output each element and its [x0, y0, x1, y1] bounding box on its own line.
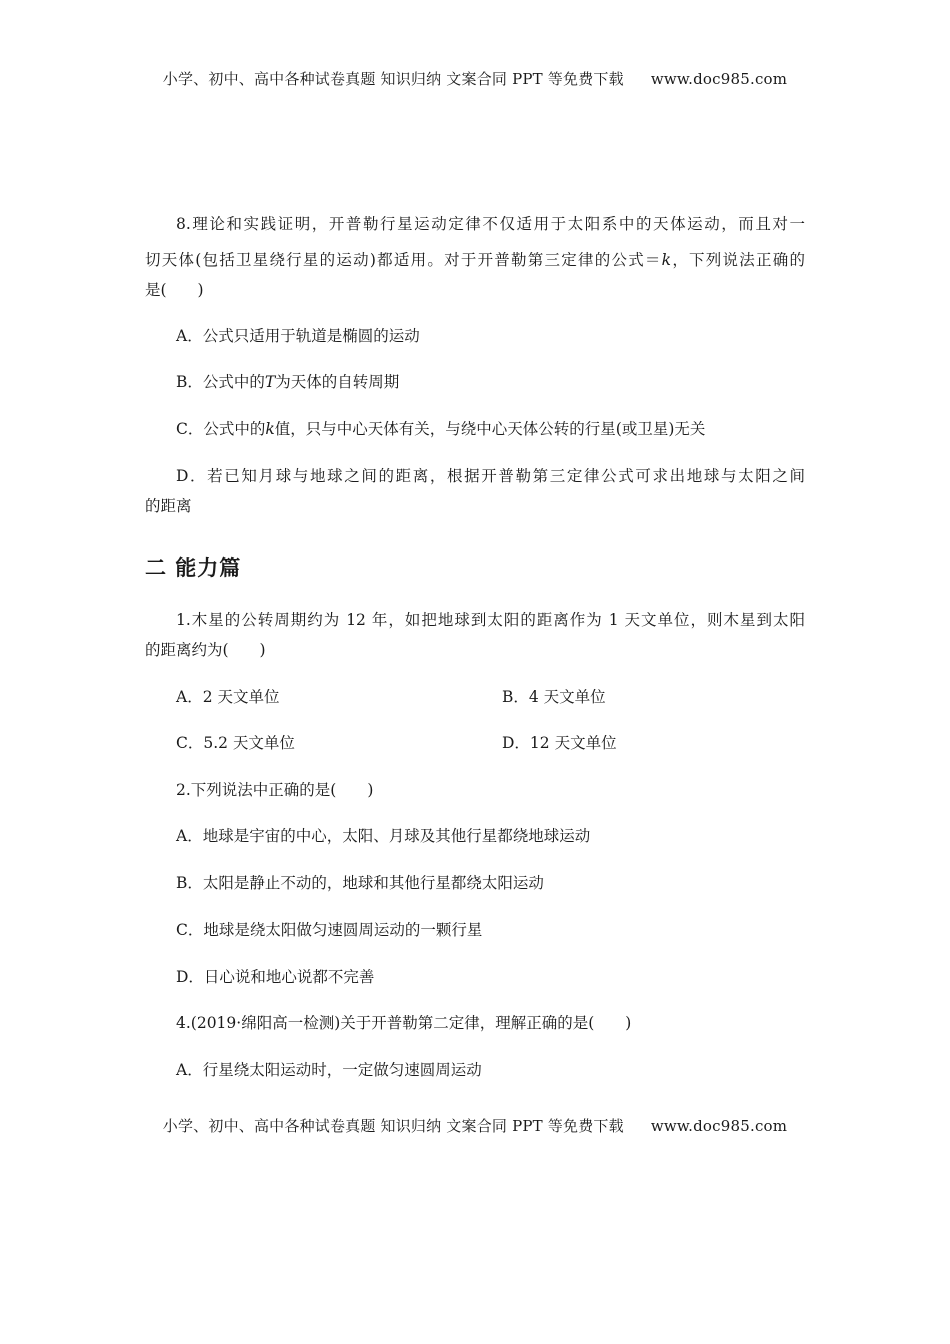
q1-option-c: C．5.2 天文单位 — [176, 734, 295, 752]
q8-stem-line1: 8.理论和实践证明，开普勒行星运动定律不仅适用于太阳系中的天体运动，而且对一 — [176, 215, 805, 233]
q1-option-b: B．4 天文单位 — [502, 688, 606, 706]
q8-option-b-b: 为天体的自转周期 — [275, 373, 400, 391]
q2-stem: 2.下列说法中正确的是( ) — [176, 781, 374, 799]
q8-stem-line3: 是( ) — [145, 281, 204, 299]
q1-option-a: A．2 天文单位 — [176, 688, 280, 706]
q8-option-d-line2: 的距离 — [145, 497, 192, 515]
q8-option-b — [176, 372, 399, 392]
q8-k-symbol: k — [661, 251, 672, 269]
q8-option-c — [176, 419, 705, 439]
page-header — [0, 68, 950, 89]
footer-text: 小学、初中、高中各种试卷真题 知识归纳 文案合同 PPT 等免费下载 — [162, 1117, 624, 1135]
page-footer — [0, 1115, 950, 1136]
q8-option-a: A．公式只适用于轨道是椭圆的运动 — [176, 327, 420, 345]
q8-T-symbol: T — [264, 373, 276, 391]
q8-option-d-line1: D．若已知月球与地球之间的距离，根据开普勒第三定律公式可求出地球与太阳之间 — [176, 467, 805, 485]
q2-option-d: D．日心说和地心说都不完善 — [176, 968, 375, 986]
q1-stem-line2: 的距离约为( ) — [145, 641, 266, 659]
q4-option-a: A．行星绕太阳运动时，一定做匀速圆周运动 — [176, 1061, 482, 1079]
q8-option-c-b: 值，只与中心天体有关，与绕中心天体公转的行星(或卫星)无关 — [274, 420, 706, 438]
q4-stem: 4.(2019·绵阳高一检测)关于开普勒第二定律，理解正确的是( ) — [176, 1014, 632, 1032]
q8-stem-line2 — [145, 250, 805, 270]
q2-option-a: A．地球是宇宙的中心，太阳、月球及其他行星都绕地球运动 — [176, 827, 591, 845]
q8-stem-line2-a: 切天体(包括卫星绕行星的运动)都适用。对于开普勒第三定律的公式＝ — [145, 251, 662, 269]
q1-stem-line1: 1.木星的公转周期约为 12 年，如把地球到太阳的距离作为 1 天文单位，则木星到太阳 — [176, 611, 805, 629]
q2-option-c: C．地球是绕太阳做匀速圆周运动的一颗行星 — [176, 921, 483, 939]
q1-option-d: D．12 天文单位 — [502, 734, 617, 752]
header-text: 小学、初中、高中各种试卷真题 知识归纳 文案合同 PPT 等免费下载 — [162, 70, 624, 88]
q8-stem-line2-b: ，下列说法正确的 — [671, 251, 805, 269]
q8-k-symbol-2: k — [265, 420, 275, 438]
footer-site: www.doc985.com — [650, 1117, 788, 1135]
header-site: www.doc985.com — [650, 70, 788, 88]
q2-option-b: B．太阳是静止不动的，地球和其他行星都绕太阳运动 — [176, 874, 544, 892]
section-title: 二 能力篇 — [145, 556, 242, 580]
q8-option-b-a: B．公式中的 — [176, 373, 265, 391]
q8-option-c-a: C．公式中的 — [176, 420, 266, 438]
